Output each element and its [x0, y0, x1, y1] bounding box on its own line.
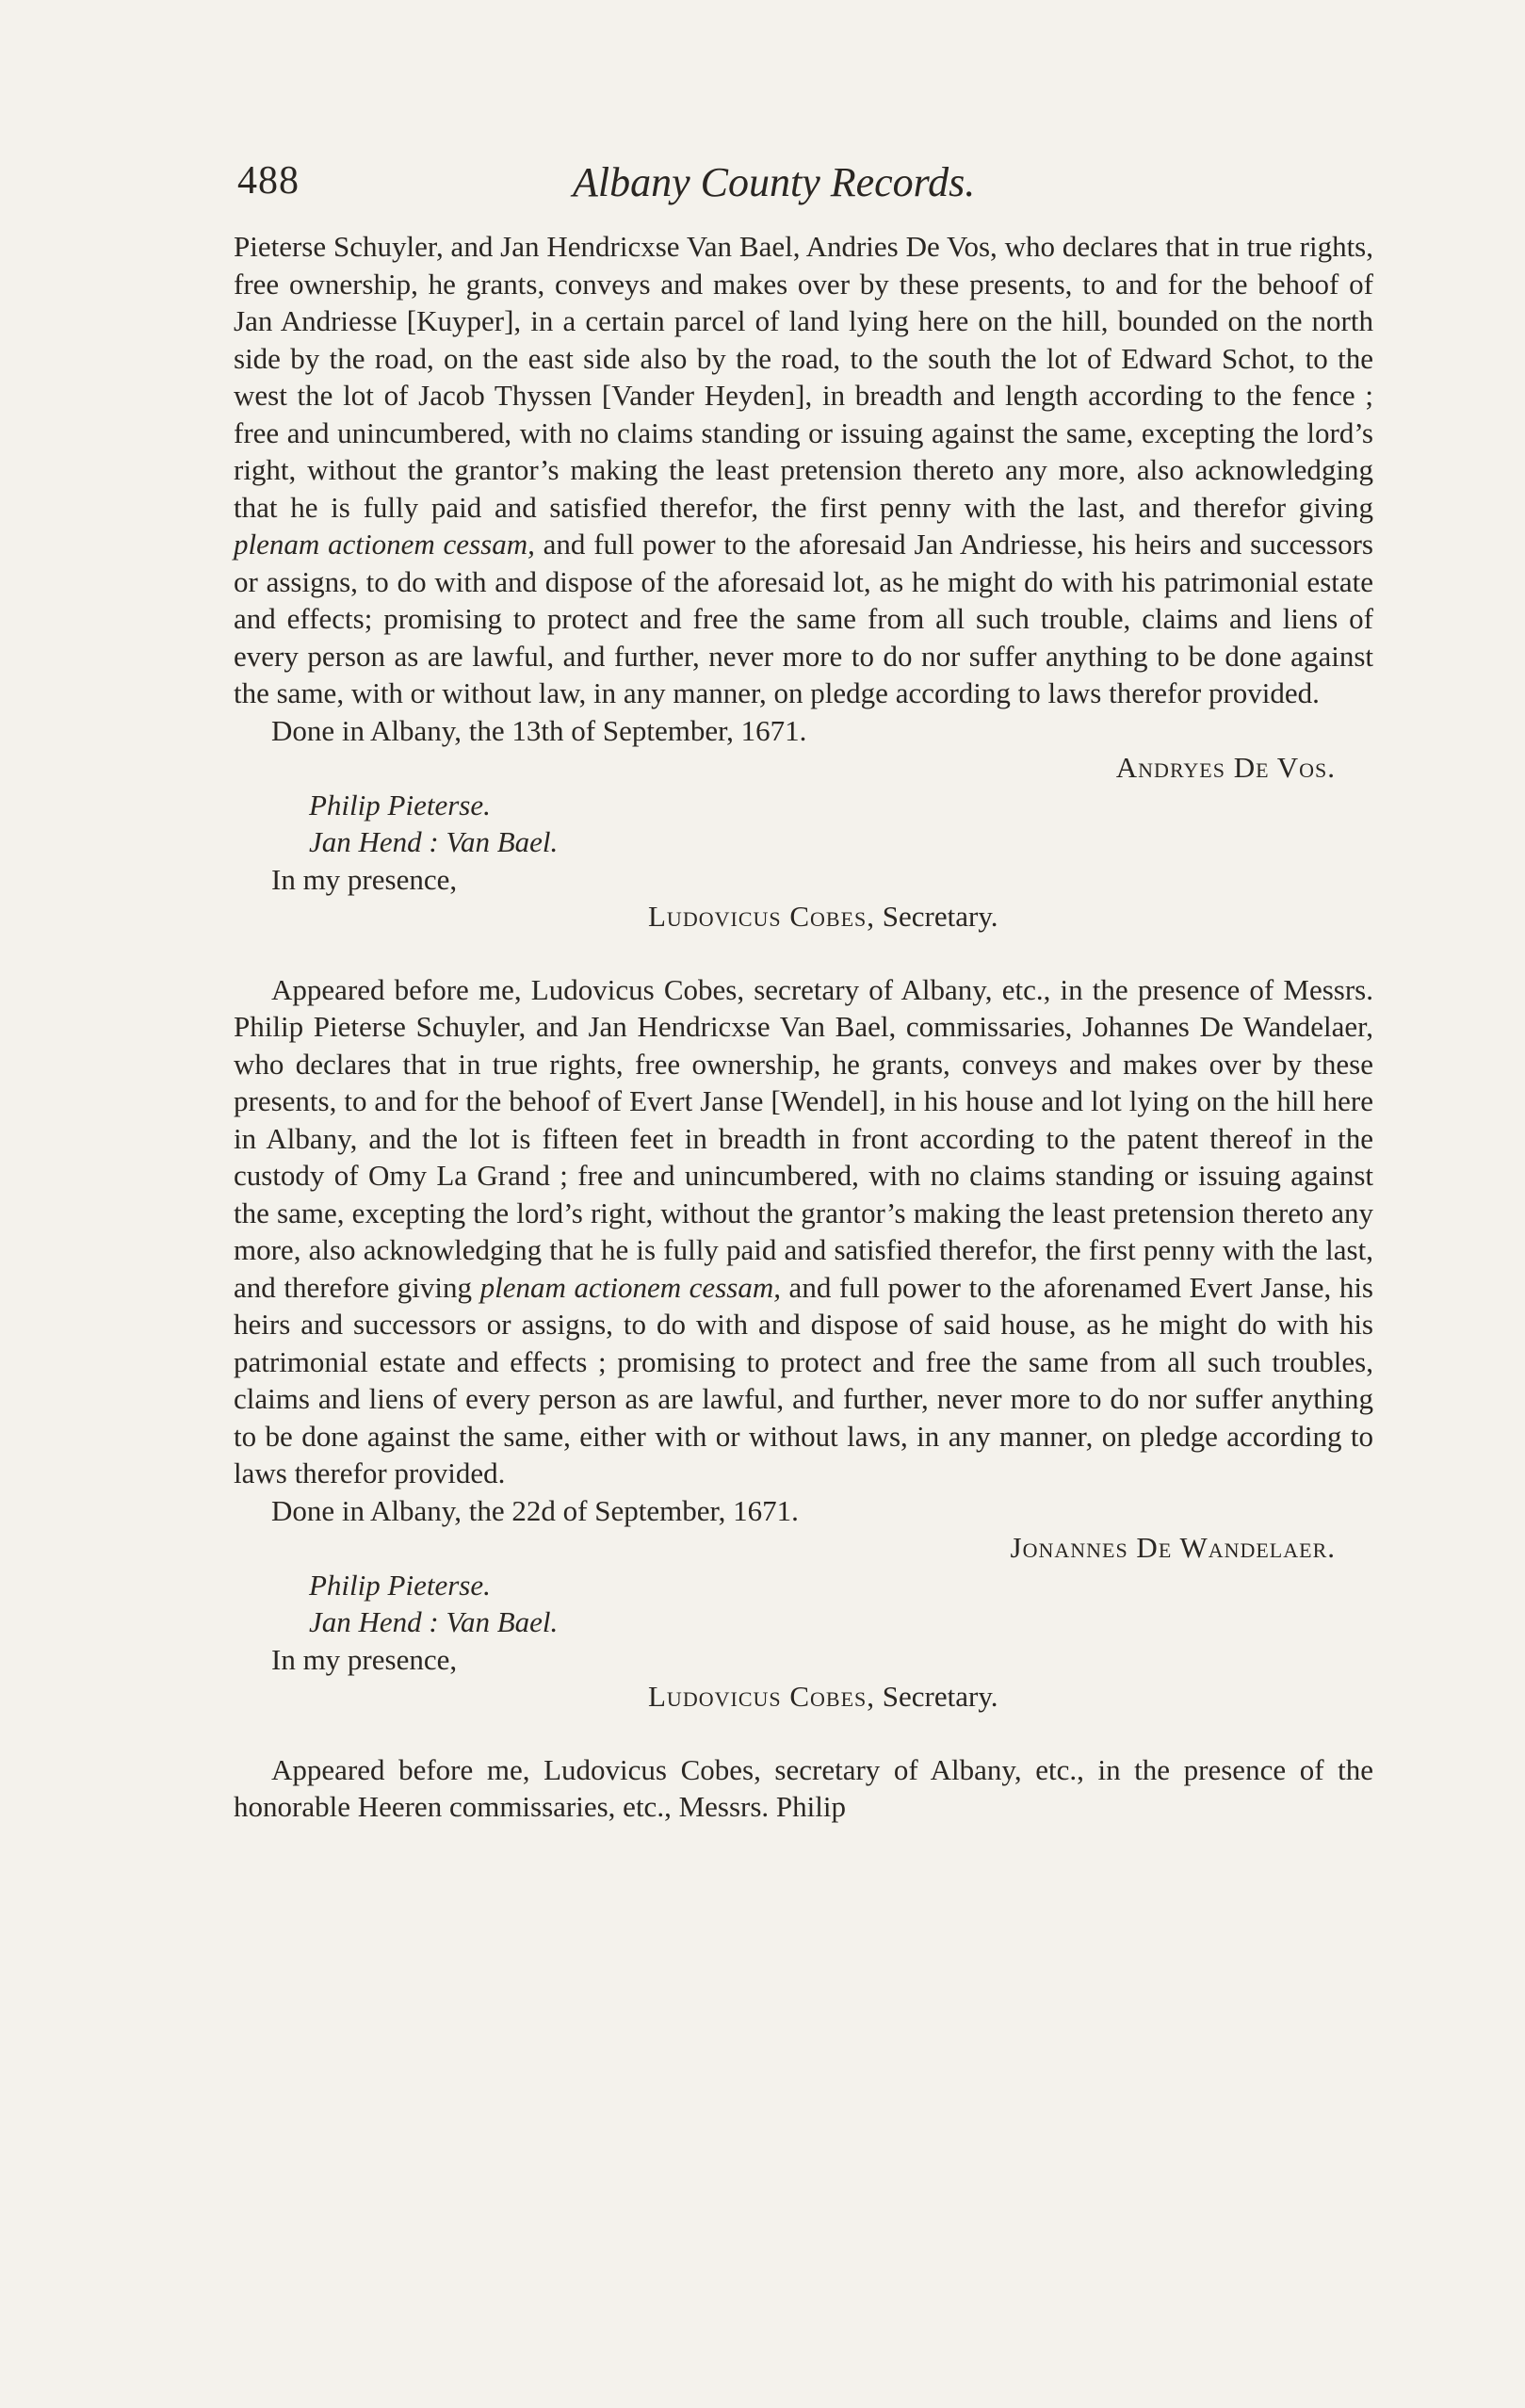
- running-head: Albany County Records.: [573, 159, 976, 205]
- deed-2-signatory: Jonannes De Wandelaer.: [1010, 1531, 1336, 1564]
- deed-2-secretary-name: Ludovicus Cobes,: [648, 1680, 876, 1713]
- page-header: [234, 151, 1373, 217]
- deed-2-witness-1: Philip Pieterse.: [309, 1568, 491, 1602]
- deed-2-presence: In my presence,: [271, 1642, 458, 1676]
- deed-1-latin-phrase: plenam actionem cessam,: [234, 528, 535, 561]
- deed-1-secretary-signature: [234, 898, 1373, 936]
- deed-3: [234, 1751, 1373, 1826]
- section-gap: [234, 1716, 1373, 1751]
- deed-2-text-lead: Appeared before me, Ludovicus Cobes, secretary of Albany, etc., in the presence of Messrs. Philip Pieterse Schuyler, and Jan Hendricxse Van Bael, commissaries, Johannes De Wandelaer, who declares that in true rights, free ownership, he grants, conveys and makes over by these presents, to and for the behoof of Evert Janse [Wendel], in his house and lot lying on the hill here in Albany, and the lot is fifteen feet in breadth in front according to the patent thereof in the custody of Omy La Grand ; free and unincumbered, with no claims standing or issuing against the same, excepting the lord’s right, without the grantor’s making the least pretension thereto any more, also acknowledging that he is fully paid and satisfied therefor, the first penny with the last, and therefore giving: [234, 972, 1373, 1304]
- deed-2-witness-2: Jan Hend : Van Bael.: [309, 1605, 559, 1638]
- deed-2-body: [234, 971, 1373, 1492]
- document-page: [234, 151, 1373, 1826]
- deed-1-text-lead: Pieterse Schuyler, and Jan Hendricxse Van Bael, Andries De Vos, who declares that in true rights, free ownership, he grants, conveys and makes over by these presents, to and for the behoof of Jan Andriesse [Kuyper], in a certain parcel of land lying here on the hill, bounded on the north side by the road, on the east side also by the road, to the south the lot of Edward Schot, to the west the lot of Jacob Thyssen [Vander Heyden], in breadth and length according to the fence ; free and unincumbered, with no claims standing or issuing against the same, excepting the lord’s right, without the grantor’s making the least pretension thereto any more, also acknowledging that he is fully paid and satisfied therefor, the first penny with the last, and therefor giving: [234, 230, 1373, 524]
- page-number: 488: [237, 159, 300, 203]
- section-gap: [234, 936, 1373, 971]
- deed-2-latin-phrase: plenam actionem cessam,: [479, 1270, 781, 1304]
- deed-3-body: Appeared before me, Ludovicus Cobes, secretary of Albany, etc., in the presence of the honorable Heeren commissaries, etc., Messrs. Philip: [234, 1752, 1373, 1823]
- deed-2-secretary-signature: [234, 1678, 1373, 1716]
- deed-2-done-line: Done in Albany, the 22d of September, 1671.: [271, 1493, 799, 1527]
- deed-1-witness-1: Philip Pieterse.: [309, 788, 491, 822]
- deed-2-secretary-title: Secretary.: [875, 1680, 998, 1713]
- deed-1-text-tail: and full power to the aforesaid Jan Andriesse, his heirs and successors or assigns, to do with and dispose of the aforesaid lot, as he might do with his patrimonial estate and effects; promising to protect and free the same from all such trouble, claims and liens of every person as are lawful, and further, never more to do nor suffer anything to be done against the same, with or without law, in any manner, on pledge according to laws therefor provided.: [234, 528, 1373, 709]
- deed-1-signatory: Andryes De Vos.: [1115, 751, 1336, 784]
- deed-1: [234, 228, 1373, 936]
- deed-1-secretary-name: Ludovicus Cobes,: [648, 900, 876, 933]
- deed-1-presence: In my presence,: [271, 862, 458, 896]
- deed-1-witness-2: Jan Hend : Van Bael.: [309, 825, 559, 858]
- deed-1-body: [234, 228, 1373, 712]
- deed-1-secretary-title: Secretary.: [875, 900, 998, 933]
- deed-2-text-tail: and full power to the aforenamed Evert Janse, his heirs and successors or assigns, to do with and dispose of said house, as he might do with his patrimonial estate and effects ; promising to protect and free the same from all such troubles, claims and liens of every person as are lawful, and further, never more to do nor suffer anything to be done against the same, either with or without laws, in any manner, on pledge according to laws therefor provided.: [234, 1270, 1373, 1489]
- deed-1-done-line: Done in Albany, the 13th of September, 1671.: [271, 713, 807, 747]
- deed-2: [234, 971, 1373, 1716]
